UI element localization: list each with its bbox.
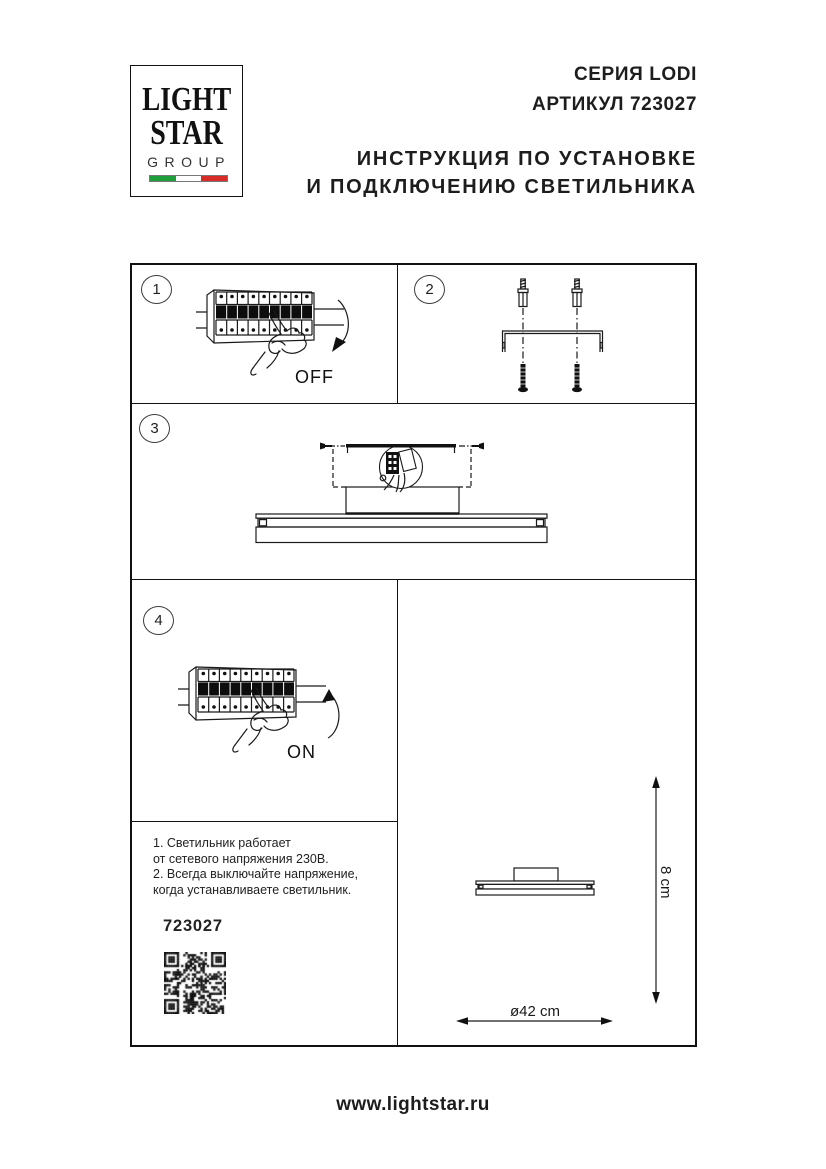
website-url: www.lightstar.ru [336, 1094, 490, 1115]
step-2-cell [398, 265, 695, 404]
mounting-hardware-diagram [398, 265, 693, 402]
instruction-title [306, 145, 697, 202]
fixture-side-view [256, 512, 547, 542]
note-line: 2. Всегда выключайте напряжение, [153, 867, 359, 882]
step-3-cell [132, 404, 695, 580]
mounting-screws [518, 364, 582, 392]
logo-word-star: STAR [150, 113, 223, 152]
dimensions-cell [398, 580, 695, 1045]
fixture-installation-diagram [132, 404, 693, 578]
breaker-off-diagram [132, 265, 396, 402]
diameter-label: ø42 cm [509, 1003, 561, 1020]
height-dimension [652, 776, 674, 1004]
lightstar-logo [130, 65, 243, 197]
diameter-dimension [456, 1003, 613, 1025]
article-number: 723027 [163, 917, 223, 935]
step-1-number: 1 [141, 275, 172, 304]
fixture-dimension-view [476, 868, 594, 895]
document-header [306, 60, 697, 202]
flag-green [150, 176, 176, 181]
safety-notes [153, 836, 358, 898]
step-3-number: 3 [139, 414, 170, 443]
dimensions-diagram [398, 580, 693, 1043]
qr-code [164, 952, 226, 1014]
on-label: ON [287, 742, 316, 762]
flag-white [176, 176, 202, 181]
logo-word-group: GROUP [147, 154, 231, 170]
off-label: OFF [295, 367, 334, 387]
wall-anchors [518, 279, 582, 307]
height-label: 8 cm [657, 866, 674, 899]
flag-red [201, 176, 227, 181]
step-4-number: 4 [143, 606, 174, 635]
note-line: 1. Светильник работает [153, 836, 291, 850]
step-2-number: 2 [414, 275, 445, 304]
article-title: АРТИКУЛ 723027 [532, 94, 697, 116]
steps-grid [130, 263, 697, 1047]
note-line: когда устанавливаете светильник. [153, 882, 352, 897]
arrow-up-icon [322, 689, 335, 702]
note-line: от сетевого напряжения 230В. [153, 851, 329, 866]
mounting-bracket [503, 331, 603, 352]
notes-cell [132, 822, 398, 1045]
italian-flag-icon [149, 175, 228, 182]
logo-word-light: LIGHT [142, 81, 232, 118]
instruction-title-line2: И ПОДКЛЮЧЕНИЮ СВЕТИЛЬНИКА [306, 176, 697, 199]
step-4-cell [132, 580, 398, 822]
breaker-on-diagram [132, 580, 396, 820]
step-1-cell [132, 265, 398, 404]
ceiling-bracket [346, 444, 456, 448]
instruction-title-line1: ИНСТРУКЦИЯ ПО УСТАНОВКЕ [356, 147, 697, 170]
series-title: СЕРИЯ LODI [573, 64, 697, 85]
canopy-box [346, 487, 459, 514]
